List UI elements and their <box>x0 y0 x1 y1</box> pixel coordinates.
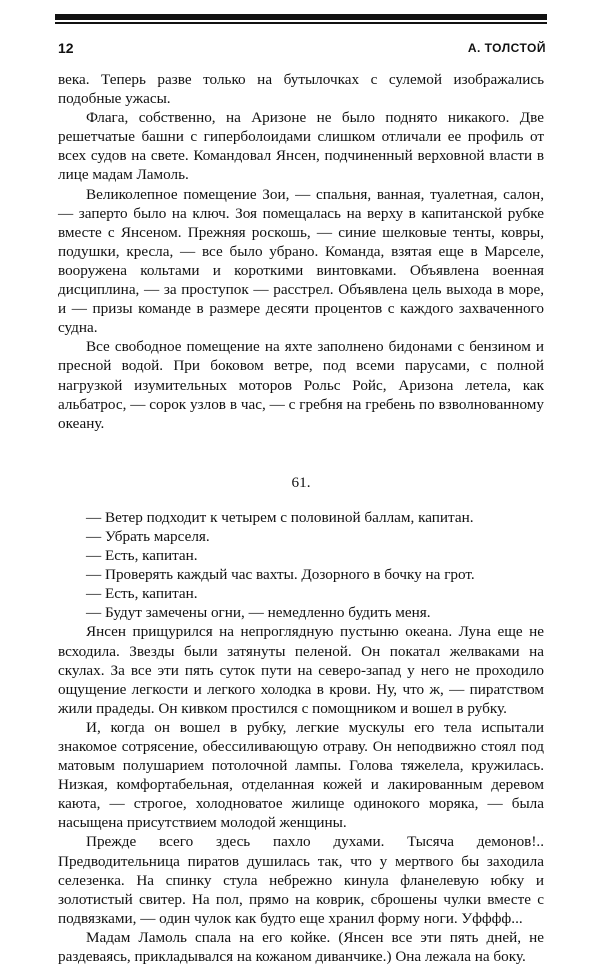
page-number: 12 <box>58 40 74 56</box>
paragraph: Янсен прищурился на непроглядную пустыню океана. Луна еще не всходила. Звезды были затянуты пеленой. Он покатал желваками на скулах. За все эти пять суток пути на северо-запад у него не проходило ощущение легкости и легкого холодка в крови. Ну, что ж, — пиратством жили прадеды. Он кивком простился с помощником и вошел в рубку. <box>58 623 544 717</box>
dialogue-line: — Проверять каждый час вахты. Дозорного в бочку на грот. <box>86 566 475 584</box>
dialogue-line: — Есть, капитан. <box>86 585 198 603</box>
running-head-author: А. ТОЛСТОЙ <box>467 41 546 55</box>
paragraph: Прежде всего здесь пахло духами. Тысяча демонов!.. Предводительница пиратов душилась так, что у мертвого бы заходила селезенка. На спинку стула небрежно кинула фланелевую юбку и золотистый свитер. На пол, прямо на коврик, сброшены чулки вместе с подвязками, — один чулок как будто еще хранил форму ноги. Уфффф... <box>58 833 544 927</box>
paragraph: века. Теперь разве только на бутылочках с сулемой изображались подобные ужасы. <box>58 71 544 108</box>
paragraph: Великолепное помещение Зои, — спальня, ванная, туалетная, салон, — заперто было на ключ. Зоя помещалась на верху в капитанской рубке вместе с Янсеном. Прежняя роскошь, — синие шелковые тенты, ковры, подушки, кресла, — все было убрано. Команда, взятая еще в Марселе, вооружена кольтами и короткими винтовками. Объявлена военная дисциплина, — за проступок — расстрел. Объявлена цель выхода в море, и — призы команде в размере десяти процентов с каждого захваченного судна. <box>58 185 544 337</box>
chapter-number: 61. <box>291 473 311 491</box>
header-rule-thin <box>55 22 547 24</box>
paragraph: Флага, собственно, на Аризоне не было поднято никакого. Две решетчатые башни с гиперболоидами слишком отличали ее профиль от всех судов на свете. Командовал Янсен, подчиненный верховной власти в лице мадам Ламоль. <box>58 109 544 184</box>
paragraph: Мадам Ламоль спала на его койке. (Янсен все эти пять дней, не раздеваясь, прикладывался на кожаном диванчике.) Она лежала на боку. <box>58 928 544 966</box>
dialogue-line: — Ветер подходит к четырем с половиной баллам, капитан. <box>86 508 474 526</box>
dialogue-line: — Убрать марселя. <box>86 527 210 545</box>
header-rule-thick <box>55 14 547 20</box>
dialogue-line: — Есть, капитан. <box>86 547 198 565</box>
paragraph: И, когда он вошел в рубку, легкие мускулы его тела испытали знакомое сотрясение, обессиливающую отраву. Он неподвижно стоял под матовым полушарием потолочной лампы. Голова тяжелела, кружилась. Низкая, комфортабельная, отделанная кожей и лакированным деревом каюта, — строгое, холодноватое жилище одинокого моряка, — была насыщена присутствием молодой женщины. <box>58 718 544 832</box>
dialogue-line: — Будут замечены огни, — немедленно будить меня. <box>86 604 431 622</box>
paragraph: Все свободное помещение на яхте заполнено бидонами с бензином и пресной водой. При боковом ветре, под всеми парусами, с полной нагрузкой изумительных моторов Рольс Ройс, Аризона летела, как альбатрос, — сорок узлов в час, — с гребня на гребень по взволнованному океану. <box>58 338 544 432</box>
body-text <box>58 70 544 966</box>
